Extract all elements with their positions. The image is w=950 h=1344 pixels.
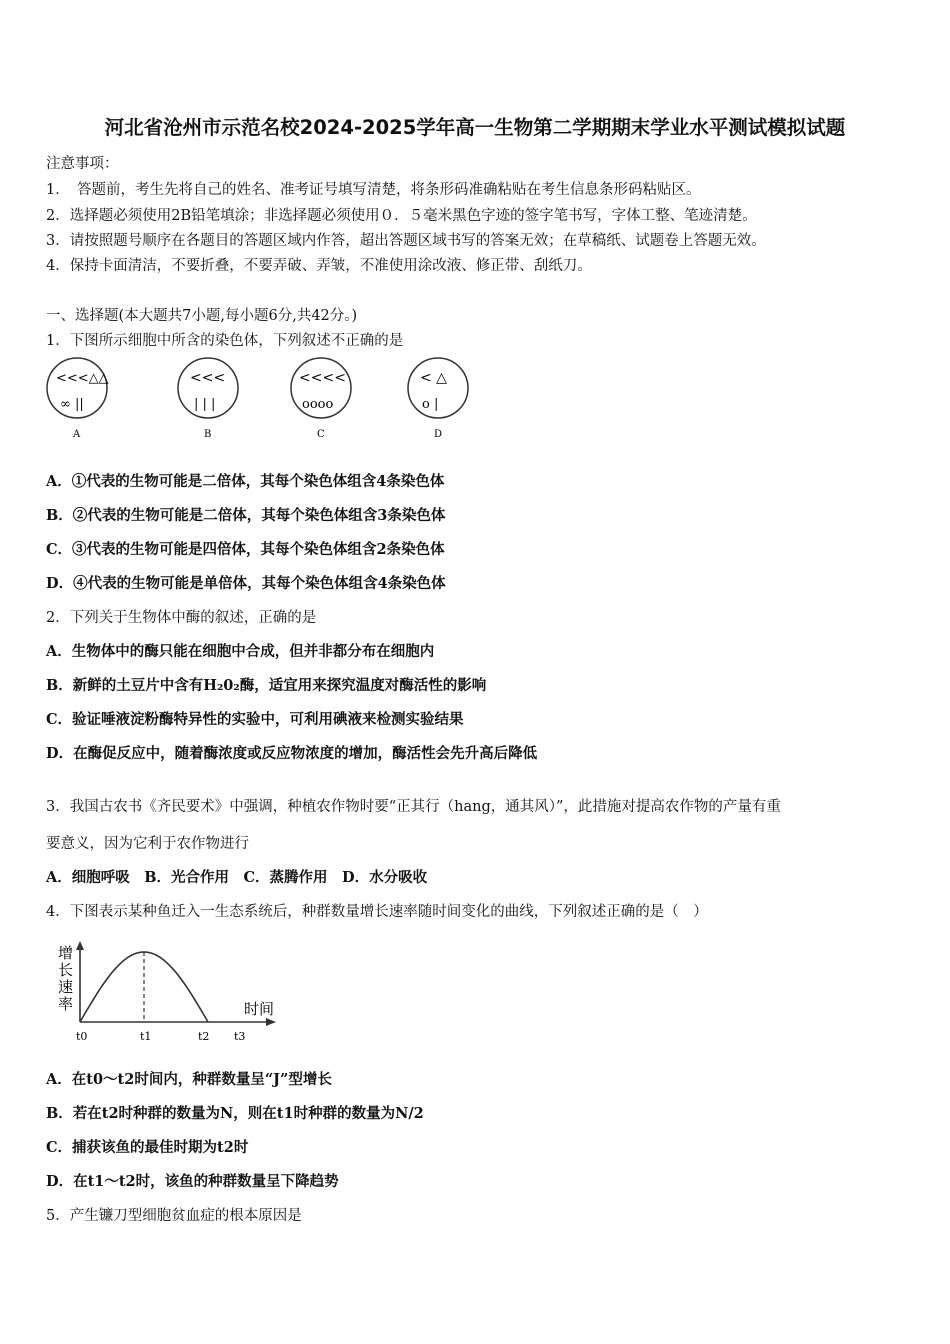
ylabel-char: 速 bbox=[58, 978, 74, 996]
option-a: A．在t0～t2时间内，种群数量呈“J”型增长 bbox=[46, 1071, 332, 1088]
cell-c-label: C bbox=[317, 429, 325, 440]
ylabel-char: 长 bbox=[58, 961, 74, 979]
question-stem: 5．产生镰刀型细胞贫血症的根本原因是 bbox=[46, 1208, 302, 1224]
option-a: A．①代表的生物可能是二倍体，其每个染色体组含4条染色体 bbox=[46, 473, 445, 490]
notice-item: 4．保持卡面清洁，不要折叠，不要弄破、弄皱，不准使用涂改液、修正带、刮纸刀。 bbox=[46, 258, 592, 274]
option-c: C．捕获该鱼的最佳时期为t2时 bbox=[46, 1139, 249, 1156]
question-stem: 3．我国古农书《齐民要术》中强调，种植农作物时要“正其行（hang，通其风）”，此措施对提高农作物的产量有重 bbox=[46, 799, 781, 815]
option-d: D．④代表的生物可能是单倍体，其每个染色体组含4条染色体 bbox=[46, 575, 446, 592]
x-axis-arrow bbox=[266, 1018, 276, 1026]
cell-c-bottom: oooo bbox=[302, 397, 334, 412]
cell-d-label: D bbox=[434, 429, 443, 440]
tick-label: t1 bbox=[140, 1030, 152, 1043]
xlabel: 时间 bbox=[244, 1000, 275, 1018]
cell-c-top: <<<< bbox=[299, 370, 346, 386]
cell-b-top: <<< bbox=[190, 370, 226, 386]
notice-item: 2．选择题必须使用2B铅笔填涂；非选择题必须使用０．５毫米黑色字迹的签字笔书写，字体工整、笔迹清楚。 bbox=[46, 208, 757, 224]
option-b: B．②代表的生物可能是二倍体，其每个染色体组含3条染色体 bbox=[46, 507, 446, 524]
y-axis-arrow bbox=[76, 941, 84, 950]
question-stem: 1．下图所示细胞中所含的染色体，下列叙述不正确的是 bbox=[46, 333, 404, 349]
cell-d-bottom: o | bbox=[422, 397, 439, 412]
cell-d bbox=[408, 358, 468, 440]
option-c: C．验证唾液淀粉酶特异性的实验中，可利用碘液来检测实验结果 bbox=[46, 711, 464, 728]
cell-b-bottom: | | | bbox=[194, 397, 216, 412]
section-heading: 一、选择题(本大题共7小题,每小题6分,共42分。) bbox=[46, 308, 358, 324]
cell-a bbox=[47, 358, 109, 440]
ylabel-char: 率 bbox=[58, 995, 74, 1013]
tick-label: t2 bbox=[198, 1030, 210, 1043]
notice-item: 3．请按照题号顺序在各题目的答题区域内作答，超出答题区域书写的答案无效；在草稿纸、试题卷上答题无效。 bbox=[46, 233, 766, 249]
option-a: A．生物体中的酶只能在细胞中合成，但并非都分布在细胞内 bbox=[46, 643, 435, 660]
ylabel-char: 增 bbox=[58, 944, 74, 962]
notice-heading: 注意事项： bbox=[46, 156, 119, 172]
option-d: D．在酶促反应中，随着酶浓度或反应物浓度的增加，酶活性会先升高后降低 bbox=[46, 745, 538, 762]
option-c: C．③代表的生物可能是四倍体，其每个染色体组含2条染色体 bbox=[46, 541, 445, 558]
tick-label: t3 bbox=[234, 1030, 246, 1043]
cell-a-bottom: ∞ || bbox=[60, 397, 84, 412]
option-b: B．新鲜的土豆片中含有H₂0₂酶，适宜用来探究温度对酶活性的影响 bbox=[46, 677, 487, 694]
growth-rate-chart bbox=[40, 938, 310, 1050]
option-d: D．在t1～t2时，该鱼的种群数量呈下降趋势 bbox=[46, 1173, 339, 1190]
question-stem: 4．下图表示某种鱼迁入一生态系统后，种群数量增长速率随时间变化的曲线，下列叙述正确的是（ ） bbox=[46, 904, 708, 920]
cell-b-label: B bbox=[204, 429, 212, 440]
cell-c bbox=[291, 358, 351, 440]
page-title: 河北省沧州市示范名校2024-2025学年高一生物第二学期期末学业水平测试模拟试题 bbox=[104, 116, 846, 139]
chromosome-cell-diagrams bbox=[40, 350, 480, 450]
notice-item: 1． 答题前，考生先将自己的姓名、准考证号填写清楚，将条形码准确粘贴在考生信息条形码粘贴区。 bbox=[46, 182, 701, 198]
cell-b bbox=[178, 358, 238, 440]
question-stem-continued: 要意义，因为它利于农作物进行 bbox=[46, 836, 249, 852]
cell-a-top: <<<△△ bbox=[56, 371, 109, 386]
option-b: B．若在t2时种群的数量为N，则在t1时种群的数量为N/2 bbox=[46, 1105, 424, 1122]
cell-a-label: A bbox=[73, 429, 81, 440]
options-row: A．细胞呼吸 B．光合作用 C．蒸腾作用 D．水分吸收 bbox=[46, 869, 428, 886]
tick-label: t0 bbox=[76, 1030, 88, 1043]
question-stem: 2．下列关于生物体中酶的叙述，正确的是 bbox=[46, 610, 317, 626]
cell-d-top: < △ bbox=[420, 370, 447, 386]
